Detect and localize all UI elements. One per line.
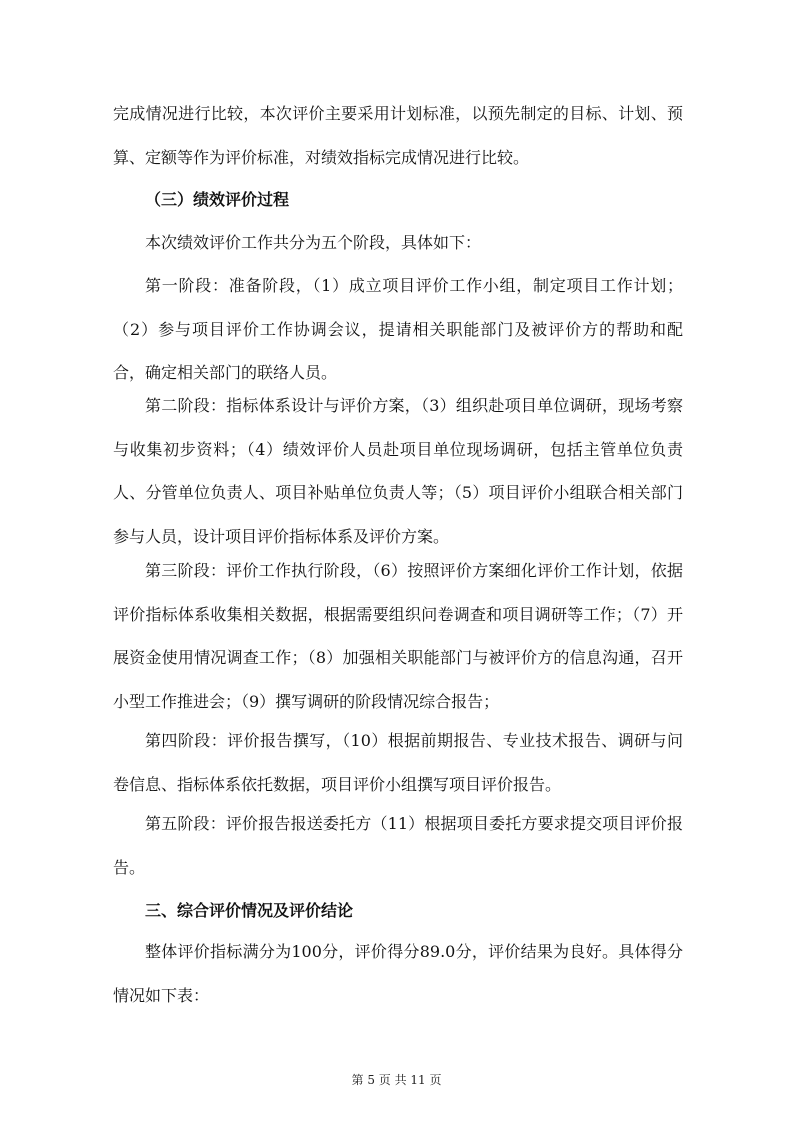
paragraph-stage-2: 第二阶段：指标体系设计与评价方案，（3）组织赴项目单位调研，现场考察与收集初步资料；（4）绩效评价人员赴项目单位现场调研，包括主管单位负责人、分管单位负责人、项目补贴单位负责人等；（5）项目评价小组联合相关部门参与人员，设计项目评价指标体系及评价方案。 (113, 396, 683, 546)
paragraph-stage-5: 第五阶段：评价报告报送委托方（11）根据项目委托方要求提交项目评价报告。 (113, 814, 683, 877)
paragraph-stage-4: 第四阶段：评价报告撰写，（10）根据前期报告、专业技术报告、调研与问卷信息、指标体系依托数据，项目评价小组撰写项目评价报告。 (113, 731, 683, 794)
page-footer: 第 5 页 共 11 页 (351, 1073, 442, 1087)
section-heading-conclusion: 三、综合评价情况及评价结论 (145, 901, 354, 920)
paragraph-score-summary: 整体评价指标满分为100分，评价得分89.0分，评价结果为良好。具体得分情况如下表： (113, 942, 683, 1005)
paragraph-stage-1: 第一阶段：准备阶段，（1）成立项目评价工作小组，制定项目工作计划；（2）参与项目评价工作协调会议，提请相关职能部门及被评价方的帮助和配合，确定相关部门的联络人员。 (113, 276, 683, 382)
paragraph-intro-stages: 本次绩效评价工作共分为五个阶段，具体如下： (145, 233, 482, 252)
section-heading-evaluation-process: （三）绩效评价过程 (145, 190, 290, 209)
paragraph-stage-3: 第三阶段：评价工作执行阶段，（6）按照评价方案细化评价工作计划，依据评价指标体系收集相关数据，根据需要组织问卷调查和项目调研等工作；（7）开展资金使用情况调查工作；（8）加强相关职能部门与被评价方的信息沟通，召开小型工作推进会；（9）撰写调研的阶段情况综合报告； (113, 561, 683, 711)
paragraph-continuation: 完成情况进行比较，本次评价主要采用计划标准，以预先制定的目标、计划、预算、定额等作为评价标准，对绩效指标完成情况进行比较。 (113, 104, 683, 167)
